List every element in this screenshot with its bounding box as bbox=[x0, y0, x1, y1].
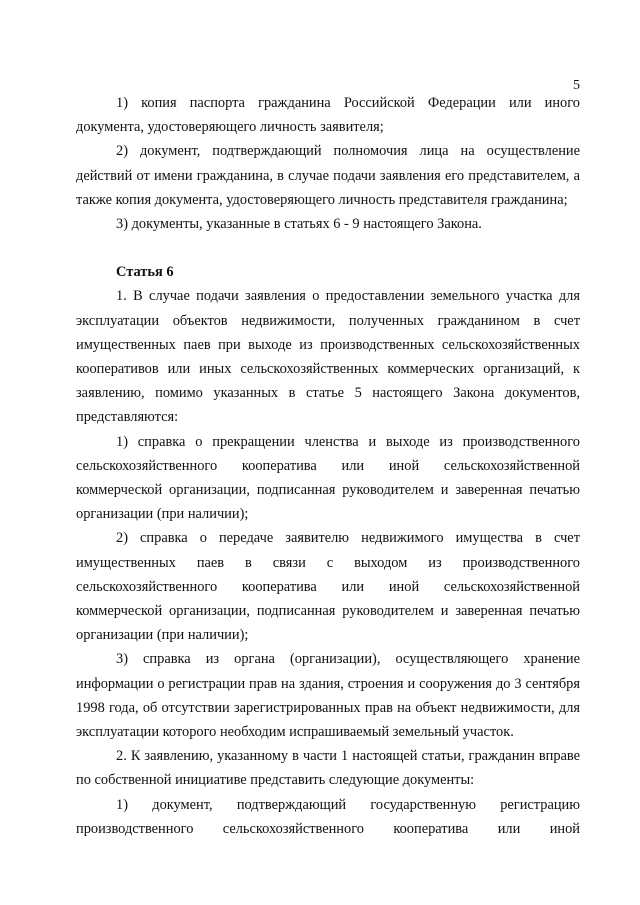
document-body bbox=[76, 91, 580, 841]
article-6-part-2-intro: 2. К заявлению, указанному в части 1 настоящей статьи, гражданин вправе по собственной инициативе представить следующие документы: bbox=[76, 748, 580, 789]
article-6-part-1-item-2: 2) справка о передаче заявителю недвижимого имущества в счет имущественных паев в связи с выходом из производственного сельскохозяйственного кооператива или иной сельскохозяйственной коммерческой организации, подписанная руководителем и заверенная печатью организации (при наличии); bbox=[76, 530, 580, 644]
article-6-heading: Статья 6 bbox=[116, 264, 174, 281]
article-6-part-2-item-1: 1) документ, подтверждающий государственную регистрацию производственного сельскохозяйственного кооператива или иной bbox=[76, 796, 580, 837]
section-5-item-3: 3) документы, указанные в статьях 6 - 9 настоящего Закона. bbox=[116, 216, 482, 233]
article-6-part-1-intro: 1. В случае подачи заявления о предоставлении земельного участка для эксплуатации объектов недвижимости, полученных гражданином в счет имущественных паев при выходе из производственных сельскохозяйственных кооперативов или иных сельскохозяйственных коммерческих организаций, к заявлению, помимо указанных в статье 5 настоящего Закона документов, представляются: bbox=[76, 288, 580, 426]
article-6-part-1-item-3: 3) справка из органа (организации), осуществляющего хранение информации о регистрации прав на здания, строения и сооружения до 3 сентября 1998 года, об отсутствии зарегистрированных прав на объект недвижимости, для эксплуатации которого необходим испрашиваемый земельный участок. bbox=[76, 651, 580, 741]
page-number: 5 bbox=[573, 78, 580, 93]
section-5-item-2: 2) документ, подтверждающий полномочия лица на осуществление действий от имени гражданина, в случае подачи заявления его представителем, а также копия документа, удостоверяющего личность представителя гражданина; bbox=[76, 143, 580, 208]
article-6-part-1-item-1: 1) справка о прекращении членства и выходе из производственного сельскохозяйственного кооператива или иной сельскохозяйственной коммерческой организации, подписанная руководителем и заверенная печатью организации (при наличии); bbox=[76, 433, 580, 523]
section-5-item-1: 1) копия паспорта гражданина Российской Федерации или иного документа, удостоверяющего личность заявителя; bbox=[76, 95, 580, 136]
spacer bbox=[76, 236, 580, 260]
